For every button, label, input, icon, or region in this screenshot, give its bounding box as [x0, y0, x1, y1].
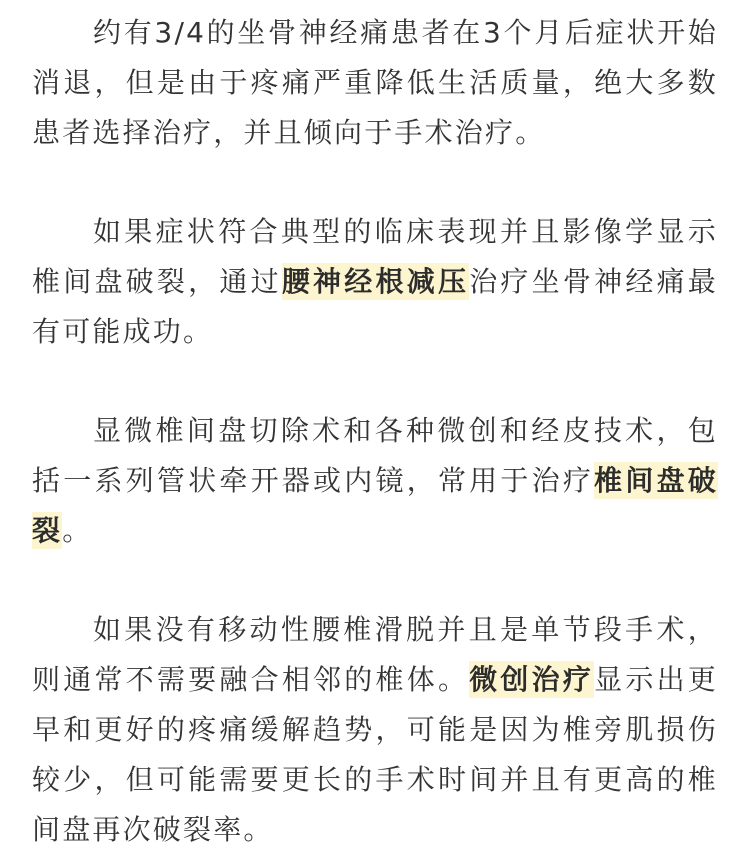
paragraph-4	[32, 605, 718, 855]
paragraph-2-text-end: 治疗坐骨神经痛最有可能成功。	[32, 265, 718, 348]
paragraph-2	[32, 207, 718, 357]
paragraph-3	[32, 406, 718, 556]
highlight-disc-rupture: 椎间盘破裂	[32, 464, 718, 547]
paragraph-4-text-end: 显示出更早和更好的疼痛缓解趋势，可能是因为椎旁肌损伤较少，但可能需要更长的手术时间并且有更高的椎间盘再次破裂率。	[32, 663, 718, 846]
highlight-minimally-invasive-treatment: 微创治疗	[469, 663, 595, 696]
paragraph-3-text-start: 显微椎间盘切除术和各种微创和经皮技术，包括一系列管状牵开器或内镜，常用于治疗	[32, 414, 718, 497]
article-body	[32, 8, 718, 855]
paragraph-3-text-end: 。	[62, 514, 93, 547]
paragraph-1-text: 约有3/4的坐骨神经痛患者在3个月后症状开始消退，但是由于疼痛严重降低生活质量，绝大多数患者选择治疗，并且倾向于手术治疗。	[32, 16, 718, 149]
highlight-lumbar-nerve-root-decompression: 腰神经根减压	[281, 265, 470, 298]
paragraph-1	[32, 8, 718, 158]
paragraph-2-text-start: 如果症状符合典型的临床表现并且影像学显示椎间盘破裂，通过	[32, 215, 718, 298]
paragraph-4-text-start: 如果没有移动性腰椎滑脱并且是单节段手术，则通常不需要融合相邻的椎体。	[32, 613, 718, 696]
